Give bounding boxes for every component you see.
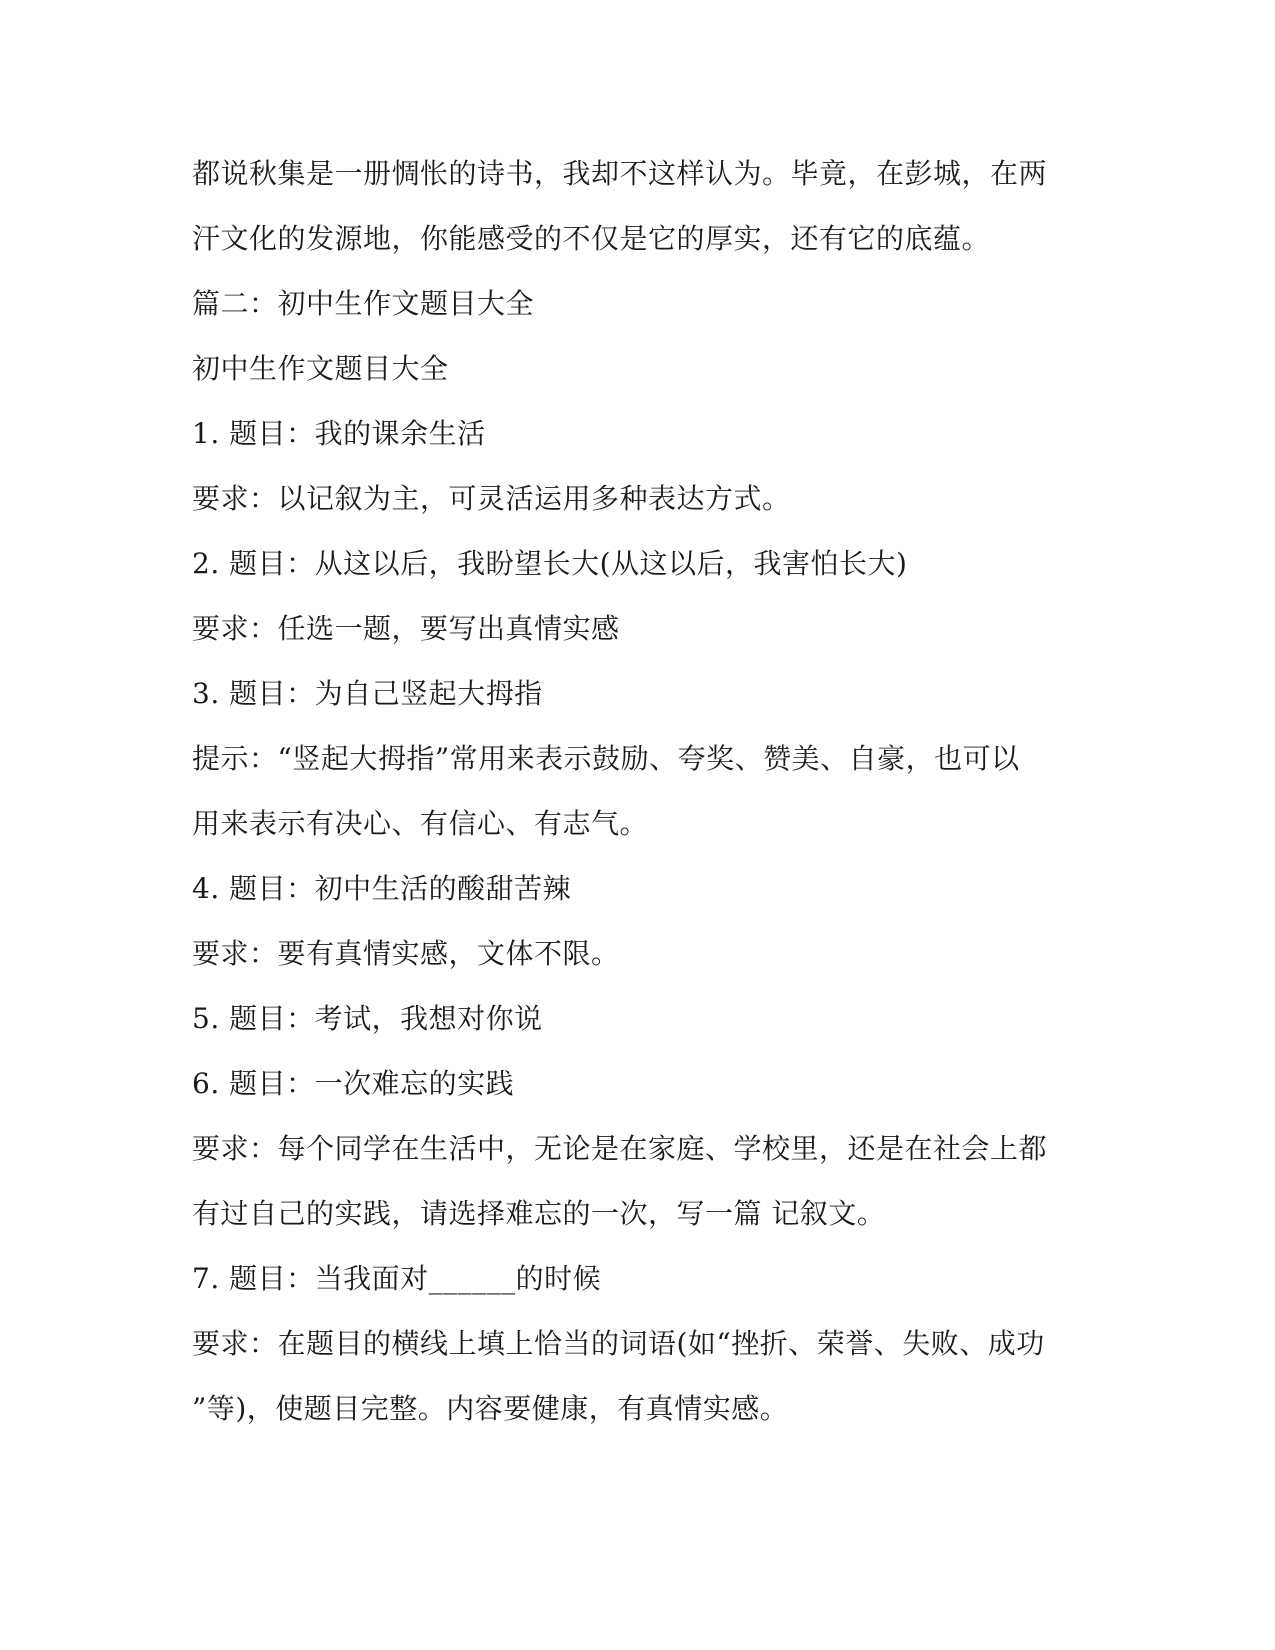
topic-5-title: 5. 题目：考试，我想对你说: [192, 1002, 543, 1035]
topic-3-hint: 提示：“竖起大拇指”常用来表示鼓励、夸奖、赞美、自豪，也可以: [192, 742, 1020, 775]
topic-1-requirement: 要求：以记叙为主，可灵活运用多种表达方式。: [192, 482, 791, 515]
topic-2-title: 2. 题目：从这以后，我盼望长大(从这以后，我害怕长大): [192, 547, 908, 580]
paragraph-line: 汗文化的发源地，你能感受的不仅是它的厚实，还有它的底蕴。: [192, 222, 991, 255]
topic-3-title: 3. 题目：为自己竖起大拇指: [192, 677, 543, 710]
topic-7-requirement: 要求：在题目的横线上填上恰当的词语(如“挫折、荣誉、失败、成功: [192, 1327, 1045, 1360]
topic-7-requirement-cont: ”等)，使题目完整。内容要健康，有真情实感。: [192, 1392, 789, 1425]
document-body: [192, 156, 1092, 1456]
document-title: 初中生作文题目大全: [192, 352, 449, 385]
topic-7-title: 7. 题目：当我面对______的时候: [192, 1262, 602, 1295]
topic-6-title: 6. 题目：一次难忘的实践: [192, 1067, 515, 1100]
topic-1-title: 1. 题目：我的课余生活: [192, 417, 486, 450]
topic-4-requirement: 要求：要有真情实感，文体不限。: [192, 937, 620, 970]
paragraph-line: 都说秋集是一册惆怅的诗书，我却不这样认为。毕竟，在彭城，在两: [192, 157, 1048, 190]
topic-3-hint-cont: 用来表示有决心、有信心、有志气。: [192, 807, 649, 840]
topic-2-requirement: 要求：任选一题，要写出真情实感: [192, 612, 620, 645]
topic-4-title: 4. 题目：初中生活的酸甜苦辣: [192, 872, 572, 905]
section-heading: 篇二：初中生作文题目大全: [192, 287, 535, 320]
topic-6-requirement: 要求：每个同学在生活中，无论是在家庭、学校里，还是在社会上都: [192, 1132, 1048, 1165]
topic-6-requirement-cont: 有过自己的实践，请选择难忘的一次，写一篇 记叙文。: [192, 1197, 886, 1230]
